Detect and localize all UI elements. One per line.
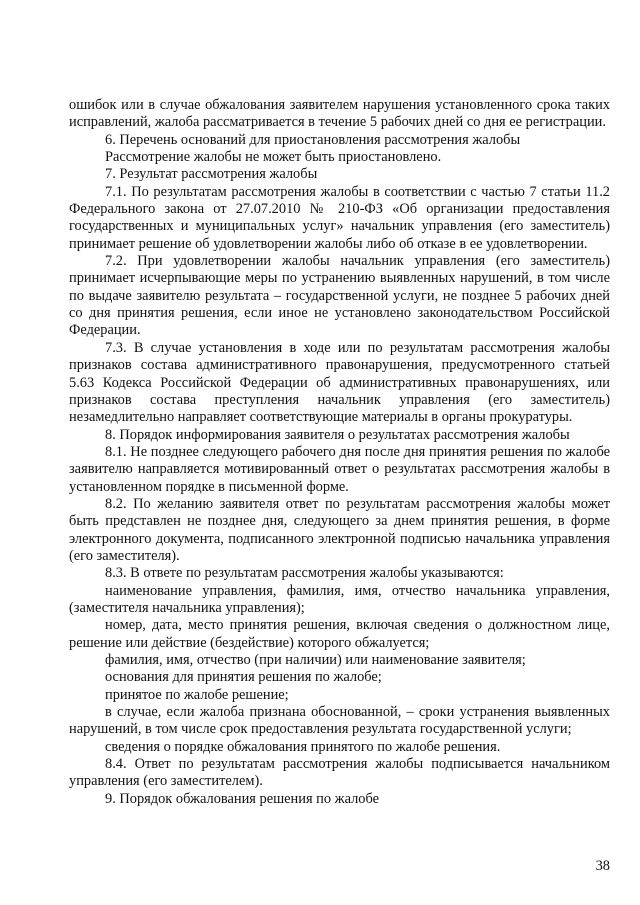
paragraph-continuation: ошибок или в случае обжалования заявителем нарушения установленного срока таких исправлений, жалоба рассматривается в течение 5 рабочих дней со дня ее регистрации. [69, 97, 610, 131]
document-body [69, 97, 610, 808]
clause-8-4: 8.4. Ответ по результатам рассмотрения жалобы подписывается начальником управления (его заместителем). [69, 756, 610, 790]
clause-8-1: 8.1. Не позднее следующего рабочего дня после дня принятия решения по жалобе заявителю направляется мотивированный ответ о результатах рассмотрения жалобы в установленном порядке в письменной форме. [69, 443, 610, 495]
section-8-heading: 8. Порядок информирования заявителя о результатах рассмотрения жалобы [105, 426, 570, 443]
clause-7-1: 7.1. По результатам рассмотрения жалобы в соответствии с частью 7 статьи 11.2 Федерального закона от 27.07.2010 № 210-ФЗ «Об организации предоставления государственных и муниципальных услуг» начальник управления (его заместитель) принимает решение об удовлетворении жалобы либо об отказе в ее удовлетворении. [69, 183, 610, 252]
list-item: в случае, если жалоба признана обоснованной, – сроки устранения выявленных нарушений, в том числе срок предоставления результата государственной услуги; [69, 704, 610, 738]
section-6-heading: 6. Перечень оснований для приостановления рассмотрения жалобы [105, 131, 521, 148]
clause-8-3: 8.3. В ответе по результатам рассмотрения жалобы указываются: [105, 565, 504, 582]
clause-8-2: 8.2. По желанию заявителя ответ по результатам рассмотрения жалобы может быть представлен не позднее дня, следующего за днем принятия решения, в форме электронного документа, подписанного электронной подписью начальника управления (его заместителя). [69, 495, 610, 564]
list-item: сведения о порядке обжалования принятого по жалобе решения. [105, 738, 501, 755]
list-item: номер, дата, место принятия решения, включая сведения о должностном лице, решение или действие (бездействие) которого обжалуется; [69, 617, 610, 651]
clause-7-2: 7.2. При удовлетворении жалобы начальник управления (его заместитель) принимает исчерпывающие меры по устранению выявленных нарушений, в том числе по выдаче заявителю результата – государственной услуги, не позднее 5 рабочих дней со дня принятия решения, если иное не установлено законодательством Российской Федерации. [69, 253, 610, 339]
list-item: наименование управления, фамилия, имя, отчество начальника управления, (заместителя начальника управления); [69, 582, 610, 616]
list-item: принятое по жалобе решение; [105, 686, 289, 703]
list-item: основания для принятия решения по жалобе; [105, 669, 382, 686]
page-number: 38 [595, 858, 610, 874]
section-9-heading: 9. Порядок обжалования решения по жалобе [105, 790, 380, 807]
section-7-heading: 7. Результат рассмотрения жалобы [105, 166, 318, 183]
list-item: фамилия, имя, отчество (при наличии) или наименование заявителя; [105, 652, 526, 668]
clause-7-3: 7.3. В случае установления в ходе или по результатам рассмотрения жалобы признаков состава административного правонарушения, предусмотренного статьей 5.63 Кодекса Российской Федерации об административных правонарушениях, или признаков состава преступления начальник управления (его заместитель) незамедлительно направляет соответствующие материалы в органы прокуратуры. [69, 339, 610, 426]
paragraph: Рассмотрение жалобы не может быть приостановлено. [105, 149, 442, 166]
